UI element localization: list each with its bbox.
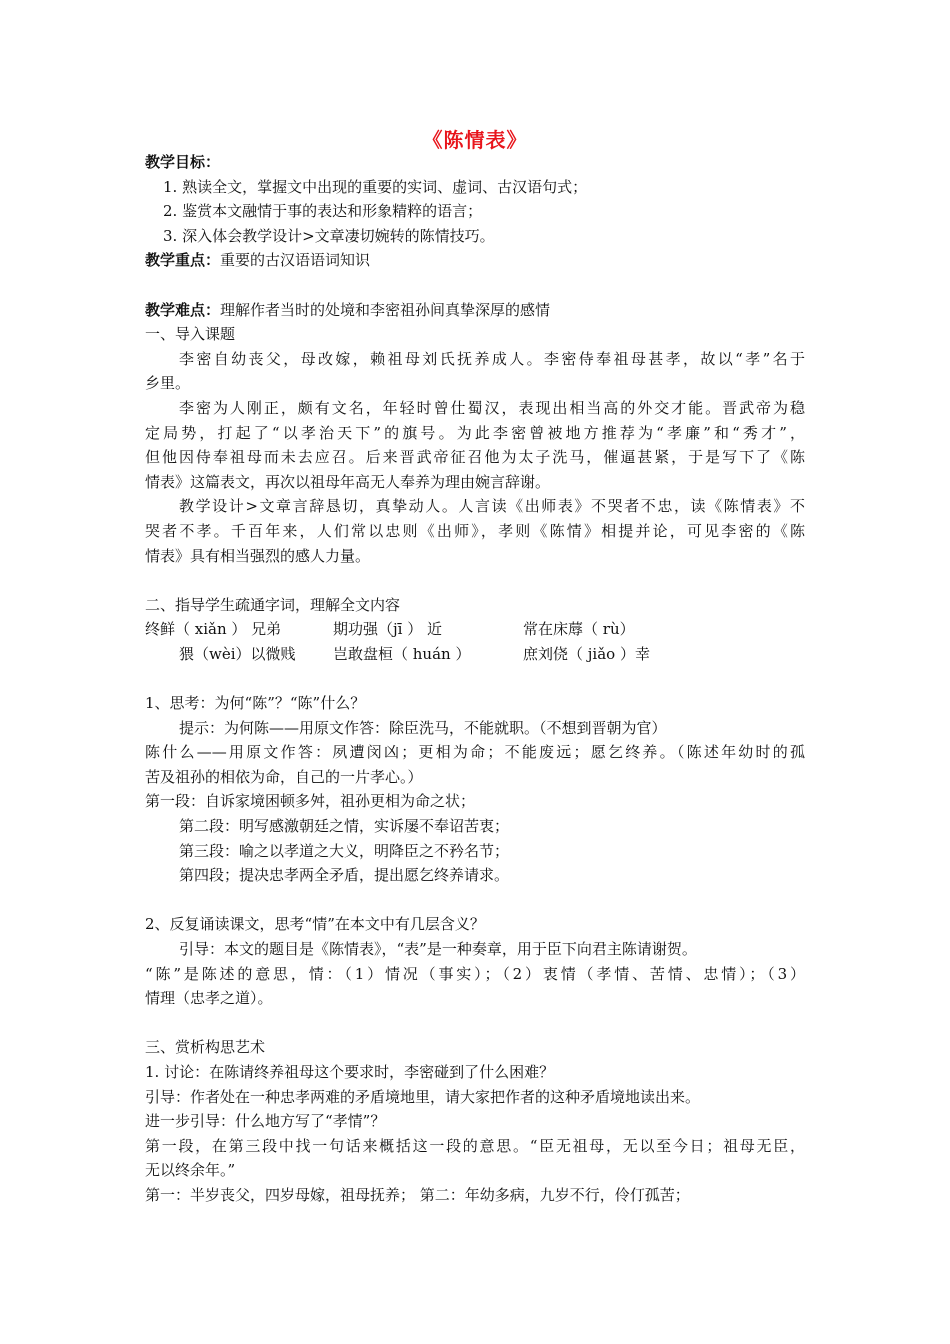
- paragraph-line: 教学设计>文章言辞恳切，真挚动人。人言读《出师表》不哭者不忠，读《陈情表》不: [179, 497, 805, 516]
- paragraph-line: 第一：半岁丧父，四岁母嫁，祖母抚养； 第二：年幼多病，九岁不行，伶仃孤苦；: [145, 1185, 690, 1204]
- difficulty-line: 教学难点：理解作者当时的处境和李密祖孙间真挚深厚的感情: [145, 300, 551, 319]
- vocab-item: 终鲜（ xiǎn ） 兄弟: [145, 620, 282, 639]
- paragraph-line: 但他因侍奉祖母而未去应召。后来晋武帝征召他为太子洗马，催逼甚紧，于是写下了《陈: [145, 448, 805, 467]
- paragraph-line: 情表》这篇表文，再次以祖母年高无人奉养为理由婉言辞谢。: [145, 472, 551, 491]
- paragraph-summary: 第四段；提决忠孝两全矛盾，提出愿乞终养请求。: [179, 866, 510, 885]
- question-heading: 2、反复诵读课文，思考“情”在本文中有几层含义？: [145, 915, 485, 934]
- paragraph-line: 情理（忠孝之道）。: [145, 989, 273, 1008]
- paragraph-line: 进一步引导：什么地方写了“孝情”？: [145, 1112, 386, 1131]
- vocab-item: 岂敢盘桓（ huán ）: [333, 644, 471, 663]
- goals-label: 教学目标：: [145, 153, 221, 171]
- question-heading: 1、思考：为何“陈”？“陈”什么？: [145, 694, 366, 713]
- goal-item: 3. 深入体会教学设计>文章凄切婉转的陈情技巧。: [163, 226, 495, 245]
- vocab-item: 常在床蓐（ rù）: [523, 620, 635, 639]
- paragraph-line: 哭者不孝。千百年来，人们常以忠则《出师》，孝则《陈情》相提并论，可见李密的《陈: [145, 521, 805, 540]
- paragraph-line: 引导：作者处在一种忠孝两难的矛盾境地里，请大家把作者的这种矛盾境地读出来。: [145, 1087, 701, 1106]
- hint-line: 提示：为何陈——用原文作答：除臣洗马，不能就职。（不想到晋朝为官）: [179, 718, 667, 737]
- document-body: [145, 150, 805, 1208]
- paragraph-line: 情表》具有相当强烈的感人力量。: [145, 546, 371, 565]
- paragraph-summary: 第三段：喻之以孝道之大义，明降臣之不矜名节；: [179, 841, 510, 860]
- paragraph-line: 苦及祖孙的相依为命，自己的一片孝心。）: [145, 767, 423, 786]
- paragraph-line: 定局势，打起了“以孝治天下”的旗号。为此李密曾被地方推荐为“孝廉”和“秀才”，: [145, 423, 805, 442]
- vocab-row: [145, 642, 805, 667]
- section-heading: 一、导入课题: [145, 325, 236, 344]
- vocab-row: [145, 617, 805, 642]
- paragraph-summary: 第二段：明写感激朝廷之情，实诉屡不奉诏苦衷；: [179, 817, 510, 836]
- paragraph-line: 第一段，在第三段中找一句话来概括这一段的意思。“臣无祖母，无以至今日；祖母无臣，: [145, 1136, 805, 1155]
- paragraph-line: 李密为人刚正，颇有文名，年轻时曾仕蜀汉，表现出相当高的外交才能。晋武帝为稳: [179, 398, 805, 417]
- paragraph-line: 乡里。: [145, 374, 191, 393]
- section-heading: 二、指导学生疏通字词，理解全文内容: [145, 595, 401, 614]
- vocab-item: 猥（wèi）以微贱: [179, 644, 296, 663]
- section-heading: 三、赏析构思艺术: [145, 1038, 266, 1057]
- vocab-item: 庶刘侥（ jiǎo ）幸: [523, 644, 650, 663]
- paragraph-line: 无以终余年。”: [145, 1161, 236, 1180]
- vocab-item: 期功强（jī ） 近: [333, 620, 442, 639]
- document-title: 《陈情表》: [422, 128, 528, 152]
- paragraph-line: 陈什么——用原文作答：夙遭闵凶；更相为命；不能废远；愿乞终养。（陈述年幼时的孤: [145, 743, 805, 762]
- goal-item: 2. 鉴赏本文融情于事的表达和形象精粹的语言；: [163, 202, 483, 221]
- paragraph-summary: 第一段：自诉家境困顿多舛，祖孙更相为命之状；: [145, 792, 476, 811]
- goal-item: 1. 熟读全文，掌握文中出现的重要的实词、虚词、古汉语句式；: [163, 177, 588, 196]
- paragraph-line: “陈”是陈述的意思，情：（1）情况（事实）；（2）衷情（孝情、苦情、忠情）；（3）: [145, 964, 805, 983]
- focus-line: 教学重点：重要的古汉语语词知识: [145, 251, 371, 270]
- paragraph-line: 李密自幼丧父，母改嫁，赖祖母刘氏抚养成人。李密侍奉祖母甚孝，故以“孝”名于: [179, 349, 805, 368]
- guide-line: 引导：本文的题目是《陈情表》，“表”是一种奏章，用于臣下向君主陈请谢贺。: [179, 940, 697, 958]
- paragraph-line: 1. 讨论：在陈请终养祖母这个要求时，李密碰到了什么困难？: [145, 1062, 555, 1081]
